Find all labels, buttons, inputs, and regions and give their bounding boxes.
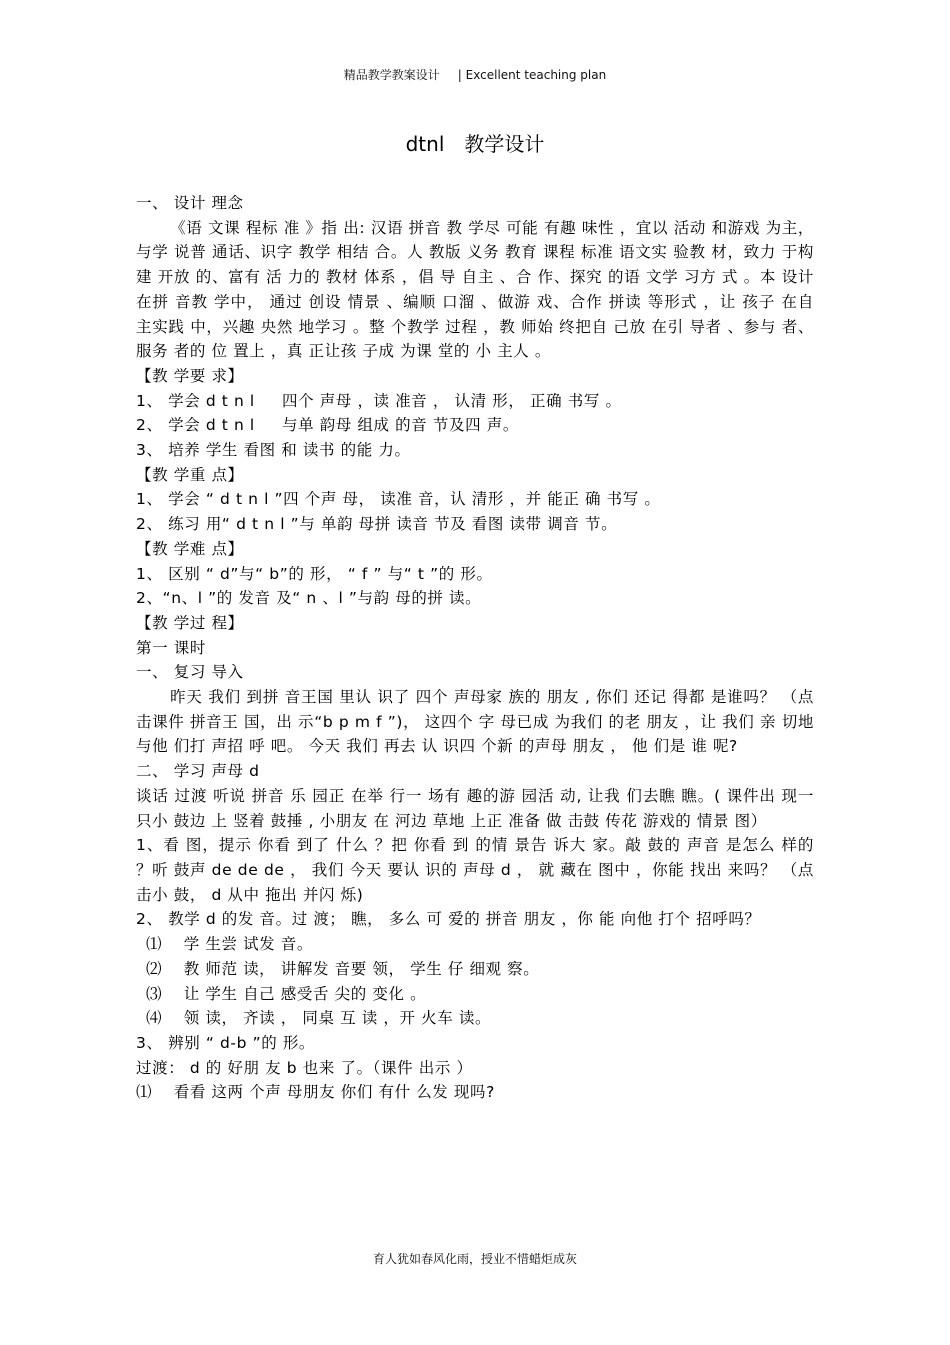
body-paragraph: 1、 区别 “ d”与“ b”的 形， “ f ” 与“ t ”的 形。 — [136, 564, 493, 583]
body-paragraph: 3、 辨别 “ d-b ”的 形。 — [136, 1033, 316, 1052]
page-header — [0, 66, 950, 83]
body-paragraph: 【教 学要 求】 — [136, 366, 244, 385]
body-paragraph: 一、 复习 导入 — [136, 663, 244, 682]
body-paragraph: 1、 学会 “ d t n l ”四 个声 母， 读准 音，认 清形 ，并 能正 确 书写 。 — [136, 490, 661, 509]
body-paragraph: ⑷ 领 读， 齐读 ， 同桌 互 读 ，开 火车 读。 — [146, 1009, 492, 1028]
header-right: | Excellent teaching plan — [457, 68, 607, 82]
body-paragraph: 【教 学重 点】 — [136, 465, 244, 484]
document-body — [136, 191, 814, 1105]
body-paragraph: ⑵ 教 师范 读， 讲解发 音要 领， 学生 仔 细观 察。 — [146, 959, 540, 978]
body-paragraph: 《语 文课 程标 准 》指 出: 汉语 拼音 教 学尽 可能 有趣 味性 ，宜以 活动 和游戏 为主，与学 说普 通话、识字 教学 相结 合。人 教版 义务 教育 课程 标准 语文实 验教 材，致力 于构建 开放 的、富有 活 力的 教材 体系 ，倡 导 自主 、合 作、探究 的语 文学 习方 式 。本 设计 在拼 音教 学中， 通过 创设 情景 、编顺 口溜 、做游 戏、合作 拼读 等形式 ，让 孩子 在自 主实践 中，兴趣 央然 地学习 。整 个教学 过程 ，教 师始 终把自 己放 在引 导者 、参与 者、服务 者的 位 置上 ，真 正让孩 子成 为课 堂的 小 主人 。 — [136, 218, 815, 361]
body-paragraph: 过渡： d 的 好朋 友 b 也来 了。（课件 出示 ） — [136, 1058, 473, 1077]
body-paragraph: ⑶ 让 学生 自己 感受舌 尖的 变化 。 — [146, 984, 427, 1003]
body-paragraph: 【教 学难 点】 — [136, 539, 244, 558]
body-paragraph: 2、 教学 d 的发 音。过 渡； 瞧， 多么 可 爱的 拼音 朋友 ，你 能 向他 打个 招呼吗？ — [136, 910, 761, 929]
body-paragraph: 1、 学会 d t n l 四个 声母 ，读 准音 ， 认清 形， 正确 书写 。 — [136, 391, 622, 410]
body-paragraph: 一、 设计 理念 — [136, 194, 244, 212]
body-paragraph: 【教 学过 程】 — [136, 613, 244, 632]
body-paragraph: 3、 培养 学生 看图 和 读书 的能 力。 — [136, 441, 411, 460]
header-left: 精品教学教案设计 — [343, 68, 440, 82]
document-title: dtnl 教学设计 — [405, 132, 545, 156]
body-paragraph: ⑴ 学 生尝 试发 音。 — [146, 935, 314, 954]
body-paragraph: ⑴ 看看 这两 个声 母朋友 你们 有什 么发 现吗? — [136, 1083, 495, 1102]
body-paragraph: 2、 练习 用“ d t n l ”与 单韵 母拼 读音 节及 看图 读带 调音 节。 — [136, 515, 618, 534]
body-paragraph: 1、看 图，提示 你看 到了 什么 ？把 你看 到 的情 景告 诉大 家。敲 鼓的 声音 是怎么 样的 ？听 鼓声 de de de ， 我们 今天 要认 识的 声母 d ， 就 藏在 图中 ，你能 找出 来吗？ （点 击小 鼓， d 从中 拖出 并闪 烁) — [136, 836, 814, 904]
body-paragraph: 2、 学会 d t n l 与单 韵母 组成 的音 节及四 声。 — [136, 416, 519, 435]
body-paragraph: 谈话 过渡 听说 拼音 乐 园正 在举 行一 场有 趣的游 园活 动, 让我 们去瞧 瞧。( 课件出 现一 只小 鼓边 上 竖着 鼓捶 , 小朋友 在 河边 草地 上正 准备 做 击鼓 传花 游戏的 情景 图） — [136, 786, 814, 830]
body-paragraph: 昨天 我们 到拼 音王国 里认 识了 四个 声母家 族的 朋友 , 你们 还记 得都 是谁吗？ （点 击课件 拼音王 国，出 示“b p m f ”)， 这四个 字 母已成 为我们 的老 朋友 ，让 我们 亲 切地 与他 们打 声招 呼 吧。 今天 我们 再去 认 识四 个新 的声母 朋友 ， 他 们是 谁 呢? — [136, 688, 814, 756]
body-paragraph: 第一 课时 — [136, 638, 206, 657]
body-paragraph: 2、“n、l ”的 发音 及“ n 、l ”与韵 母的拼 读。 — [136, 589, 482, 608]
page-footer: 育人犹如春风化雨，授业不惜蜡炬成灰 — [372, 1252, 577, 1266]
body-paragraph: 二、 学习 声母 d — [136, 762, 260, 781]
